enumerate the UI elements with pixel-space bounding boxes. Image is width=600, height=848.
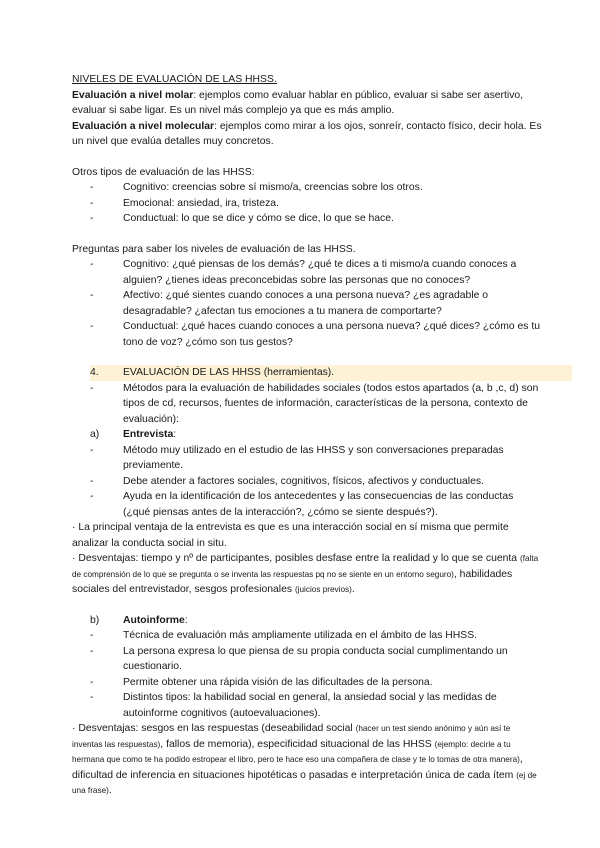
- autoinforme-desventajas: [72, 721, 542, 799]
- molecular-label: Evaluación a nivel molecular: [72, 120, 215, 132]
- section-number: 4.: [90, 367, 99, 378]
- desv-note: (falta de comprensión de lo que se pregunta o se inventa las respuestas pq no se siente en un entorno seguro): [72, 554, 539, 579]
- entrevista-letter: a): [90, 429, 100, 440]
- preguntas-heading: Preguntas para saber los niveles de evaluación de las HHSS.: [72, 243, 356, 255]
- molar-label: Evaluación a nivel molar: [72, 89, 194, 101]
- entrevista-heading: [90, 427, 542, 443]
- list-item: - La persona expresa lo que piensa de su propia conducta social cumplimentando un cuestionario.: [90, 644, 542, 675]
- section-4-heading: [90, 365, 572, 381]
- list-item: - Permite obtener una rápida visión de las dificultades de la persona.: [90, 675, 542, 691]
- list-item: - Métodos para la evaluación de habilidades sociales (todos estos apartados (a, b ,c, d) son tipos de cd, recursos, fuentes de información, características de la persona, contexto de evaluación):: [90, 381, 542, 428]
- entrevista-list: [72, 443, 542, 521]
- otros-heading: Otros tipos de evaluación de las HHSS:: [72, 166, 255, 178]
- list-item: - Conductual: ¿qué haces cuando conoces a una persona nueva? ¿qué dices? ¿cómo es tu tono de voz? ¿cómo son tus gestos?: [90, 319, 542, 350]
- list-item: - Distintos tipos: la habilidad social en general, la ansiedad social y las medidas de autoinforme cognitivos (autoevaluaciones).: [90, 690, 542, 721]
- desv-text: .: [108, 785, 112, 796]
- molar-text: : ejemplos como evaluar hablar en público, evaluar si sabe ser asertivo, evaluar si sabe ligar. Es un nivel más complejo ya que es más amplio.: [72, 89, 524, 116]
- autoinforme-heading: [90, 613, 542, 629]
- section-title: EVALUACIÓN DE LAS HHSS (herramientas).: [123, 367, 335, 378]
- desv-text: .: [351, 584, 355, 595]
- desv-text: , fallos de memoria), especificidad situacional de las HHSS: [160, 738, 435, 750]
- list-item: - Afectivo: ¿qué sientes cuando conoces a una persona nueva? ¿es agradable o desagradable? ¿afectan tus emociones a tu manera de comportarte?: [90, 288, 542, 319]
- entrevista-label: Entrevista: [123, 429, 174, 440]
- autoinforme-list: [72, 628, 542, 721]
- molecular-paragraph: [72, 119, 542, 150]
- document-page: [72, 72, 542, 799]
- list-item: - Emocional: ansiedad, ira, tristeza.: [90, 196, 542, 212]
- desv-note: (ej de una frase): [72, 770, 537, 795]
- list-item: - Técnica de evaluación más ampliamente utilizada en el ámbito de las HHSS.: [90, 628, 542, 644]
- autoinforme-letter: b): [90, 614, 100, 626]
- molecular-text: : ejemplos como mirar a los ojos, sonreír, contacto físico, decir hola. Es un nivel que evalúa detalles muy concretos.: [72, 120, 542, 147]
- autoinforme-label: Autoinforme: [123, 614, 185, 626]
- list-item: - Cognitivo: creencias sobre sí mismo/a, creencias sobre los otros.: [90, 180, 542, 196]
- entrevista-colon: :: [173, 429, 177, 440]
- list-item: - Cognitivo: ¿qué piensas de los demás? ¿qué te dices a ti mismo/a cuando conoces a alguien? ¿tienes ideas preconcebidas sobre las personas que no conoces?: [90, 257, 542, 288]
- list-item: - Ayuda en la identificación de los antecedentes y las consecuencias de las conductas (¿qué piensas antes de la interacción?, ¿cómo se siente después?).: [90, 489, 542, 520]
- list-item: - Debe atender a factores sociales, cognitivos, físicos, afectivos y conductuales.: [90, 474, 542, 490]
- autoinforme-colon: :: [184, 614, 188, 626]
- molar-paragraph: [72, 88, 542, 119]
- list-item: - Método muy utilizado en el estudio de las HHSS y son conversaciones preparadas previamente.: [90, 443, 542, 474]
- list-item: - Conductual: lo que se dice y cómo se dice, lo que se hace.: [90, 211, 542, 227]
- entrevista-desventajas: [72, 551, 542, 598]
- page-title: NIVELES DE EVALUACIÓN DE LAS HHSS.: [72, 74, 277, 85]
- desv-text: · Desventajas: tiempo y nº de participantes, posibles desfase entre la realidad y lo que se cuenta: [72, 553, 520, 564]
- otros-list: [72, 180, 542, 227]
- desv-note: (ejemplo: decirle a tu hermana que como te ha podido estropear el libro, pero te hace eso una compañera de clase y te lo tomas de otra manera): [72, 739, 520, 764]
- desv-text: · Desventajas: sesgos en las respuestas (deseabilidad social: [72, 723, 356, 734]
- entrevista-ventaja: · La principal ventaja de la entrevista es que es una interacción social en sí misma que permite analizar la conducta social in situ.: [72, 522, 509, 549]
- desv-note: (juicios previos): [294, 585, 352, 594]
- desv-note: (hacer un test siendo anónimo y aún así te inventas las respuestas): [72, 724, 511, 749]
- preguntas-list: [72, 257, 542, 350]
- section-4-intro-list: [72, 381, 542, 428]
- desv-text: , habilidades sociales del entrevistador, sesgos profesionales: [72, 568, 513, 595]
- desv-text: , dificultad de inferencia en situaciones hipotéticas o pasadas e interpretación única de cada ítem: [72, 754, 523, 781]
